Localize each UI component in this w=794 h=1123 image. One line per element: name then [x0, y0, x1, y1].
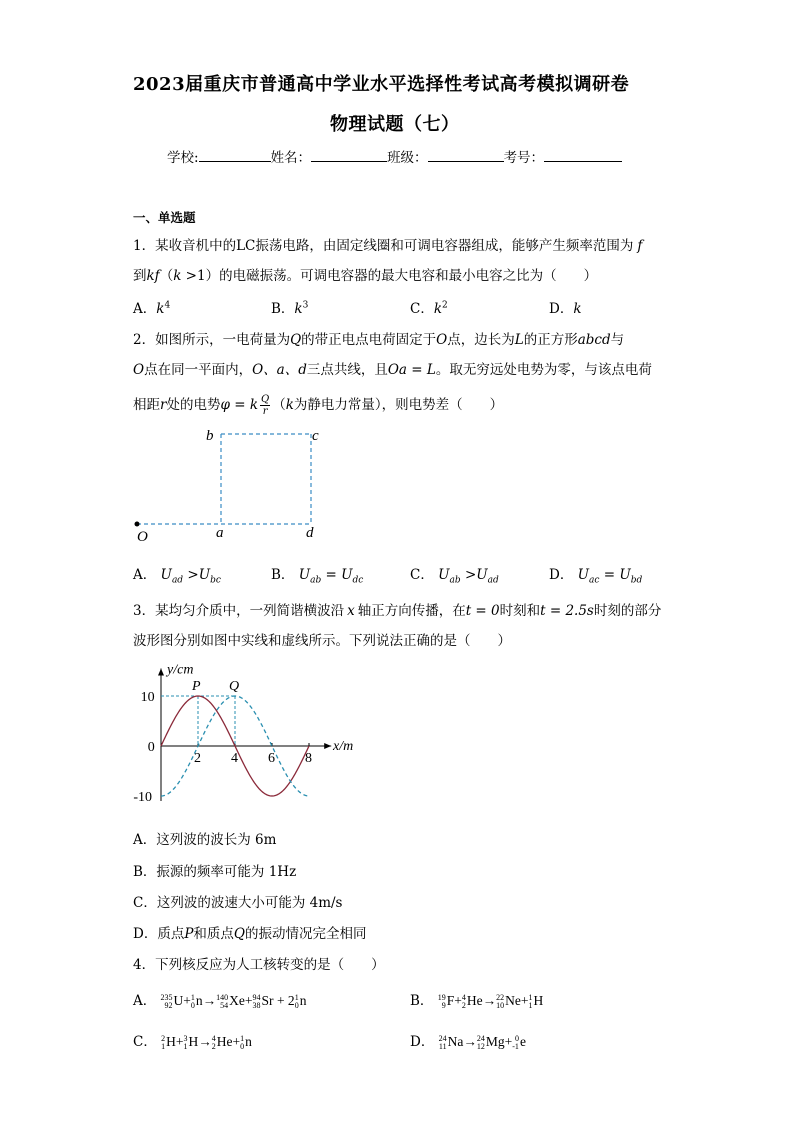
- field-class-label: 班级：: [387, 150, 428, 166]
- q4-option-a[interactable]: A． 235 92 U+ 1 0 n→ 140 54 Xe+ 94 38 Sr + 2 1 0 n: [133, 992, 307, 1010]
- q1-option-d[interactable]: D．k: [549, 301, 582, 317]
- label-c: c: [312, 428, 319, 444]
- q3-option-a[interactable]: A．这列波的波长为 6m: [133, 832, 277, 848]
- field-name-blank[interactable]: [311, 149, 387, 162]
- x-axis-label: x/m: [333, 739, 354, 754]
- reaction-b: 19 9 F+ 4 2 He→ 22 10 Ne+ 1 1 H: [437, 992, 544, 1010]
- y-tick-label: 0: [147, 740, 155, 755]
- x-axis-arrow: [324, 743, 331, 749]
- field-class-blank[interactable]: [428, 149, 504, 162]
- section-heading: 一、单选题: [133, 210, 196, 225]
- q2-option-a[interactable]: A． $U_{ad} >U_{bc}$: [133, 567, 221, 586]
- q1-line1: 1．某收音机中的LC振荡电路，由固定线圈和可调电容器组成，能够产生频率范围为 f: [133, 238, 643, 254]
- square-charge-figure: [125, 420, 345, 545]
- q3-line1: 3．某均匀介质中，一列简谐横波沿 x 轴正方向传播，在t = 0时刻和t = 2.5s时刻的部分: [133, 603, 662, 619]
- q2-line2: O点在同一平面内，O、a、d三点共线，且Oa = L。取无穷远处电势为零，与该点电荷: [133, 362, 652, 378]
- x-tick-label: 6: [268, 751, 275, 766]
- charge-point: [135, 522, 140, 527]
- info-fields: [167, 146, 622, 166]
- point-label-q: Q: [229, 679, 240, 694]
- q1-option-a[interactable]: A．$k^4$: [133, 300, 171, 317]
- phi-fraction: $\frac{Q}{r}$: [261, 394, 270, 417]
- field-school-label: 学校:: [167, 150, 199, 166]
- q2-option-c[interactable]: C． $U_{ab} >U_{ad}$: [410, 567, 499, 586]
- label-a: a: [216, 525, 224, 541]
- q1-line2: 到kf（k >1）的电磁振荡。可调电容器的最大电容和最小电容之比为（ ）: [133, 268, 598, 284]
- field-school-blank[interactable]: [199, 149, 271, 162]
- q3-line2: 波形图分别如图中实线和虚线所示。下列说法正确的是（ ）: [133, 633, 511, 649]
- reaction-a: 235 92 U+ 1 0 n→ 140 54 Xe+ 94 38 Sr + 2 1 0 n: [160, 992, 307, 1010]
- q4-option-d[interactable]: D． 24 11 Na→ 24 12 Mg+ 0 -1 e: [410, 1033, 526, 1051]
- page-subtitle: 物理试题（七）: [330, 114, 460, 135]
- reaction-c: 2 1 H+ 3 1 H→ 4 2 He+ 1 0 n: [161, 1033, 252, 1051]
- q2-option-d[interactable]: D． $U_{ac} = U_{bd}$: [549, 567, 643, 586]
- y-axis-arrow: [158, 669, 164, 676]
- q3-option-b[interactable]: B．振源的频率可能为 1Hz: [133, 864, 297, 880]
- x-tick-label: 2: [194, 751, 201, 766]
- reaction-d: 24 11 Na→ 24 12 Mg+ 0 -1 e: [438, 1033, 526, 1051]
- q4-stem: 4．下列核反应为人工核转变的是（ ）: [133, 957, 385, 973]
- label-O: O: [137, 529, 148, 545]
- field-name-label: 姓名：: [270, 150, 312, 166]
- label-d: d: [306, 525, 314, 541]
- y-axis-label: y/cm: [167, 662, 194, 678]
- q4-option-c[interactable]: C． 2 1 H+ 3 1 H→ 4 2 He+ 1 0 n: [133, 1033, 252, 1051]
- q2-line3: 相距r处的电势φ = k $\frac{Q}{r}$ （k为静电力常量），则电势差（ ）: [133, 394, 504, 417]
- q3-option-c[interactable]: C．这列波的波速大小可能为 4m/s: [133, 895, 343, 911]
- x-tick-label: 8: [305, 751, 312, 766]
- q2-line1: 2．如图所示，一电荷量为Q的带正电点电荷固定于O点，边长为L的正方形abcd与: [133, 332, 625, 348]
- page-title: 2023届重庆市普通高中学业水平选择性考试高考模拟调研卷: [133, 74, 630, 95]
- y-tick-label: 10: [140, 690, 155, 705]
- wave-chart: [130, 655, 370, 815]
- field-number-label: 考号：: [503, 150, 545, 166]
- q1-option-c[interactable]: C．$k^2$: [410, 300, 448, 317]
- q3-option-d[interactable]: D．质点P和质点Q的振动情况完全相同: [133, 926, 367, 942]
- label-b: b: [206, 428, 214, 444]
- q2-option-b[interactable]: B． $U_{ab} = U_{dc}$: [271, 567, 364, 586]
- point-label-p: P: [192, 679, 201, 694]
- q1-option-b[interactable]: B．$k^3$: [271, 300, 309, 317]
- y-tick-label: -10: [133, 790, 153, 805]
- field-number-blank[interactable]: [544, 149, 622, 162]
- q4-option-b[interactable]: B． 19 9 F+ 4 2 He→ 22 10 Ne+ 1 1 H: [410, 992, 544, 1010]
- x-tick-label: 4: [231, 751, 238, 766]
